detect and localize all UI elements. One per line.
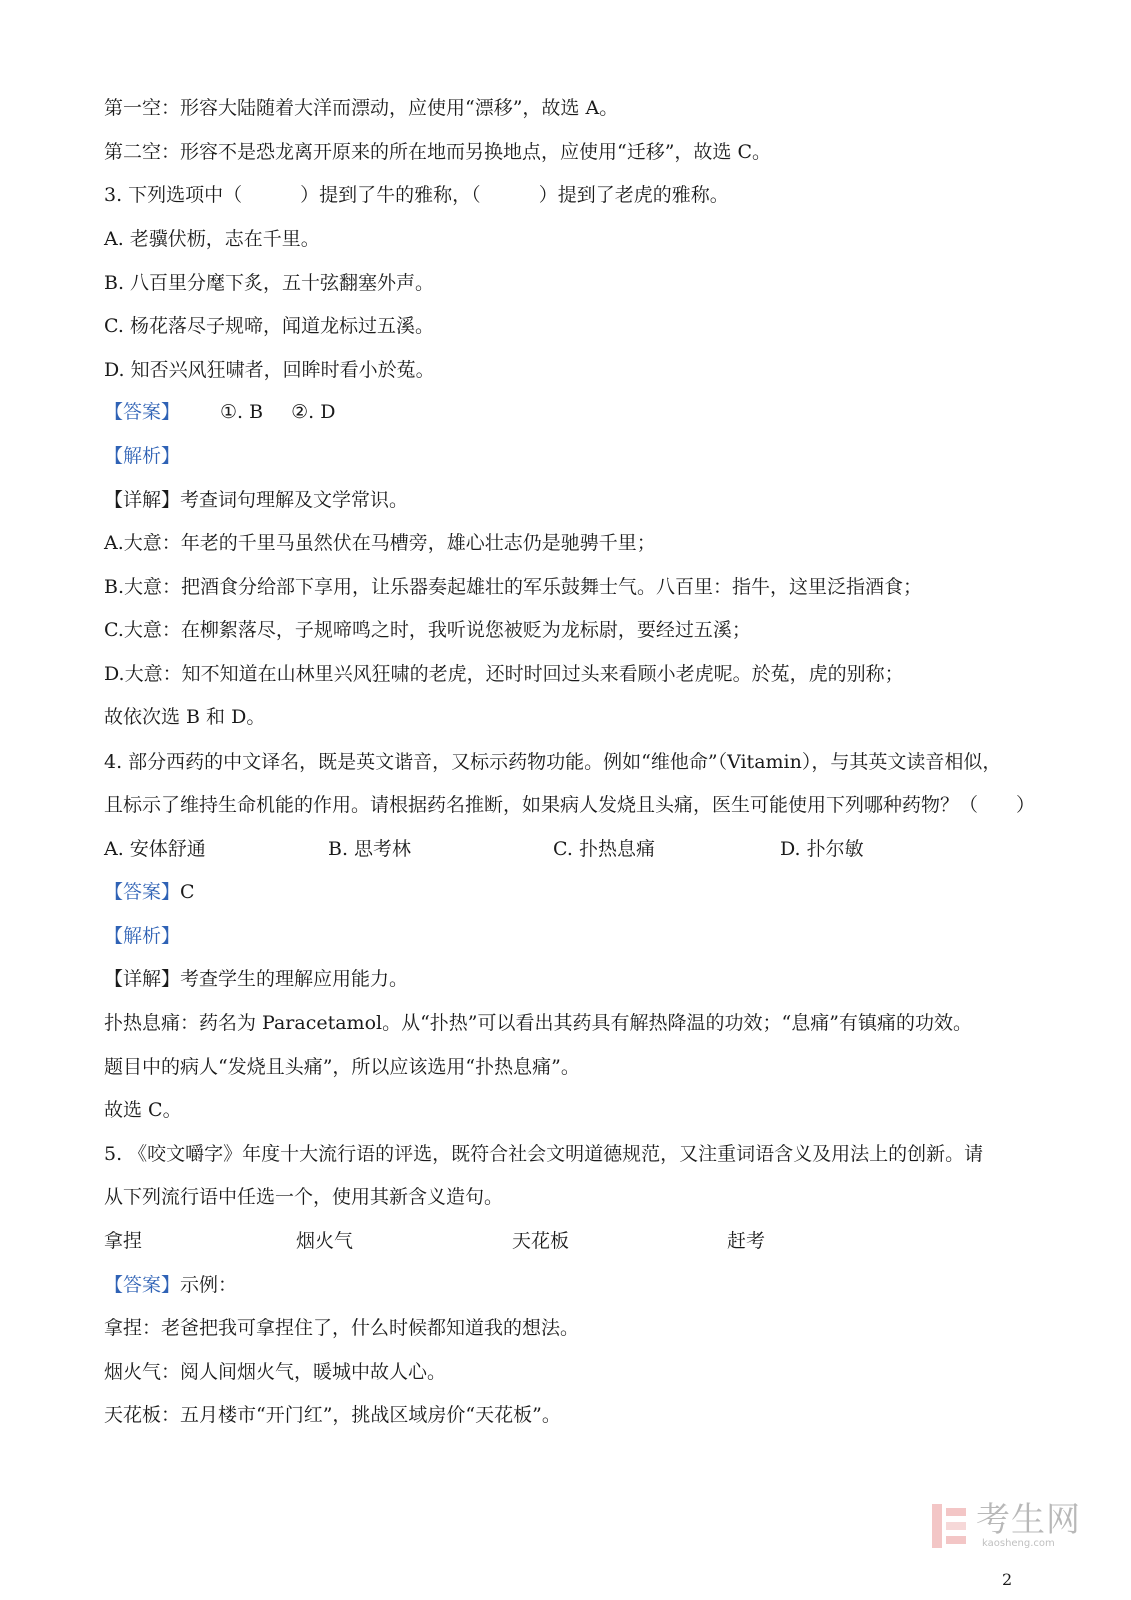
detail-line: 【详解】考查词句理解及文学常识。 <box>104 489 409 511</box>
detail-line: 【详解】考查学生的理解应用能力。 <box>104 968 409 990</box>
text-line: 拿捏：老爸把我可拿捏住了，什么时候都知道我的想法。 <box>104 1317 580 1339</box>
text-line: D.大意：知不知道在山林里兴风狂啸的老虎，还时时回过头来看顾小老虎呢。於菟，虎的别称； <box>104 663 904 685</box>
word-item: 天花板 <box>512 1230 570 1252</box>
watermark <box>930 1500 1090 1552</box>
question-4-stem: 且标示了维持生命机能的作用。请根据药名推断，如果病人发烧且头痛，医生可能使用下列哪种药物？（ ） <box>104 794 1036 816</box>
word-item: 烟火气 <box>296 1230 354 1252</box>
text-line: B.大意：把酒食分给部下享用，让乐器奏起雄壮的军乐鼓舞士气。八百里：指牛，这里泛指酒食； <box>104 576 923 598</box>
answer-line: 【答案】C <box>104 881 195 903</box>
text-line: A.大意：年老的千里马虽然伏在马槽旁，雄心壮志仍是驰骋千里； <box>104 532 656 554</box>
text-line: 题目中的病人“发烧且头痛”，所以应该选用“扑热息痛”。 <box>104 1056 580 1078</box>
answer-line: 【答案】示例： <box>104 1274 238 1296</box>
question-5-stem: 5. 《咬文嚼字》年度十大流行语的评选，既符合社会文明道德规范，又注重词语含义及用法上的创新。请 <box>104 1143 984 1165</box>
text-line: 扑热息痛：药名为 Paracetamol。从“扑热”可以看出其药具有解热降温的功效；“息痛”有镇痛的功效。 <box>104 1012 972 1034</box>
option-d: D. 扑尔敏 <box>780 838 864 860</box>
text-line: 第二空：形容不是恐龙离开原来的所在地而另换地点，应使用“迁移”，故选 C。 <box>104 141 772 163</box>
analysis-tag: 【解析】 <box>104 445 181 467</box>
text-line: 第一空：形容大陆随着大洋而漂动，应使用“漂移”，故选 A。 <box>104 97 619 119</box>
option-a: A. 安体舒通 <box>104 838 206 860</box>
option-c: C. 扑热息痛 <box>553 838 655 860</box>
text-line: 故选 C。 <box>104 1099 182 1121</box>
question-4-stem: 4. 部分西药的中文译名，既是英文谐音，又标示药物功能。例如“维他命”（Vitamin），与其英文读音相似， <box>104 751 1002 773</box>
detail-tag: 【详解】 <box>104 968 181 990</box>
word-item: 拿捏 <box>104 1230 143 1252</box>
word-item: 赶考 <box>727 1230 766 1252</box>
analysis-tag: 【解析】 <box>104 925 181 947</box>
detail-tag: 【详解】 <box>104 489 181 511</box>
option-b: B. 思考林 <box>328 838 412 860</box>
watermark-url: kaosheng.com <box>982 1538 1055 1549</box>
option-d: D. 知否兴风狂啸者，回眸时看小於菟。 <box>104 359 435 381</box>
watermark-name: 考生网 <box>976 1500 1081 1540</box>
option-a: A. 老骥伏枥，志在千里。 <box>104 228 320 250</box>
answer-tag: 【答案】 <box>104 401 181 423</box>
answer-line: 【答案】 ①. B ②. D <box>104 401 336 423</box>
text-line: C.大意：在柳絮落尽，子规啼鸣之时，我听说您被贬为龙标尉，要经过五溪； <box>104 619 751 641</box>
answer-tag: 【答案】 <box>104 881 181 903</box>
page-number: 2 <box>1002 1570 1013 1589</box>
watermark-logo-icon <box>930 1500 970 1552</box>
answer-tag: 【答案】 <box>104 1274 181 1296</box>
text-line: 故依次选 B 和 D。 <box>104 706 266 728</box>
option-c: C. 杨花落尽子规啼，闻道龙标过五溪。 <box>104 315 434 337</box>
question-3-stem: 3. 下列选项中（ ）提到了牛的雅称，（ ）提到了老虎的雅称。 <box>104 184 729 206</box>
question-5-stem: 从下列流行语中任选一个，使用其新含义造句。 <box>104 1186 504 1208</box>
text-line: 烟火气：阅人间烟火气，暖城中故人心。 <box>104 1361 447 1383</box>
text-line: 天花板：五月楼市“开门红”，挑战区域房价“天花板”。 <box>104 1404 561 1426</box>
option-b: B. 八百里分麾下炙，五十弦翻塞外声。 <box>104 272 435 294</box>
